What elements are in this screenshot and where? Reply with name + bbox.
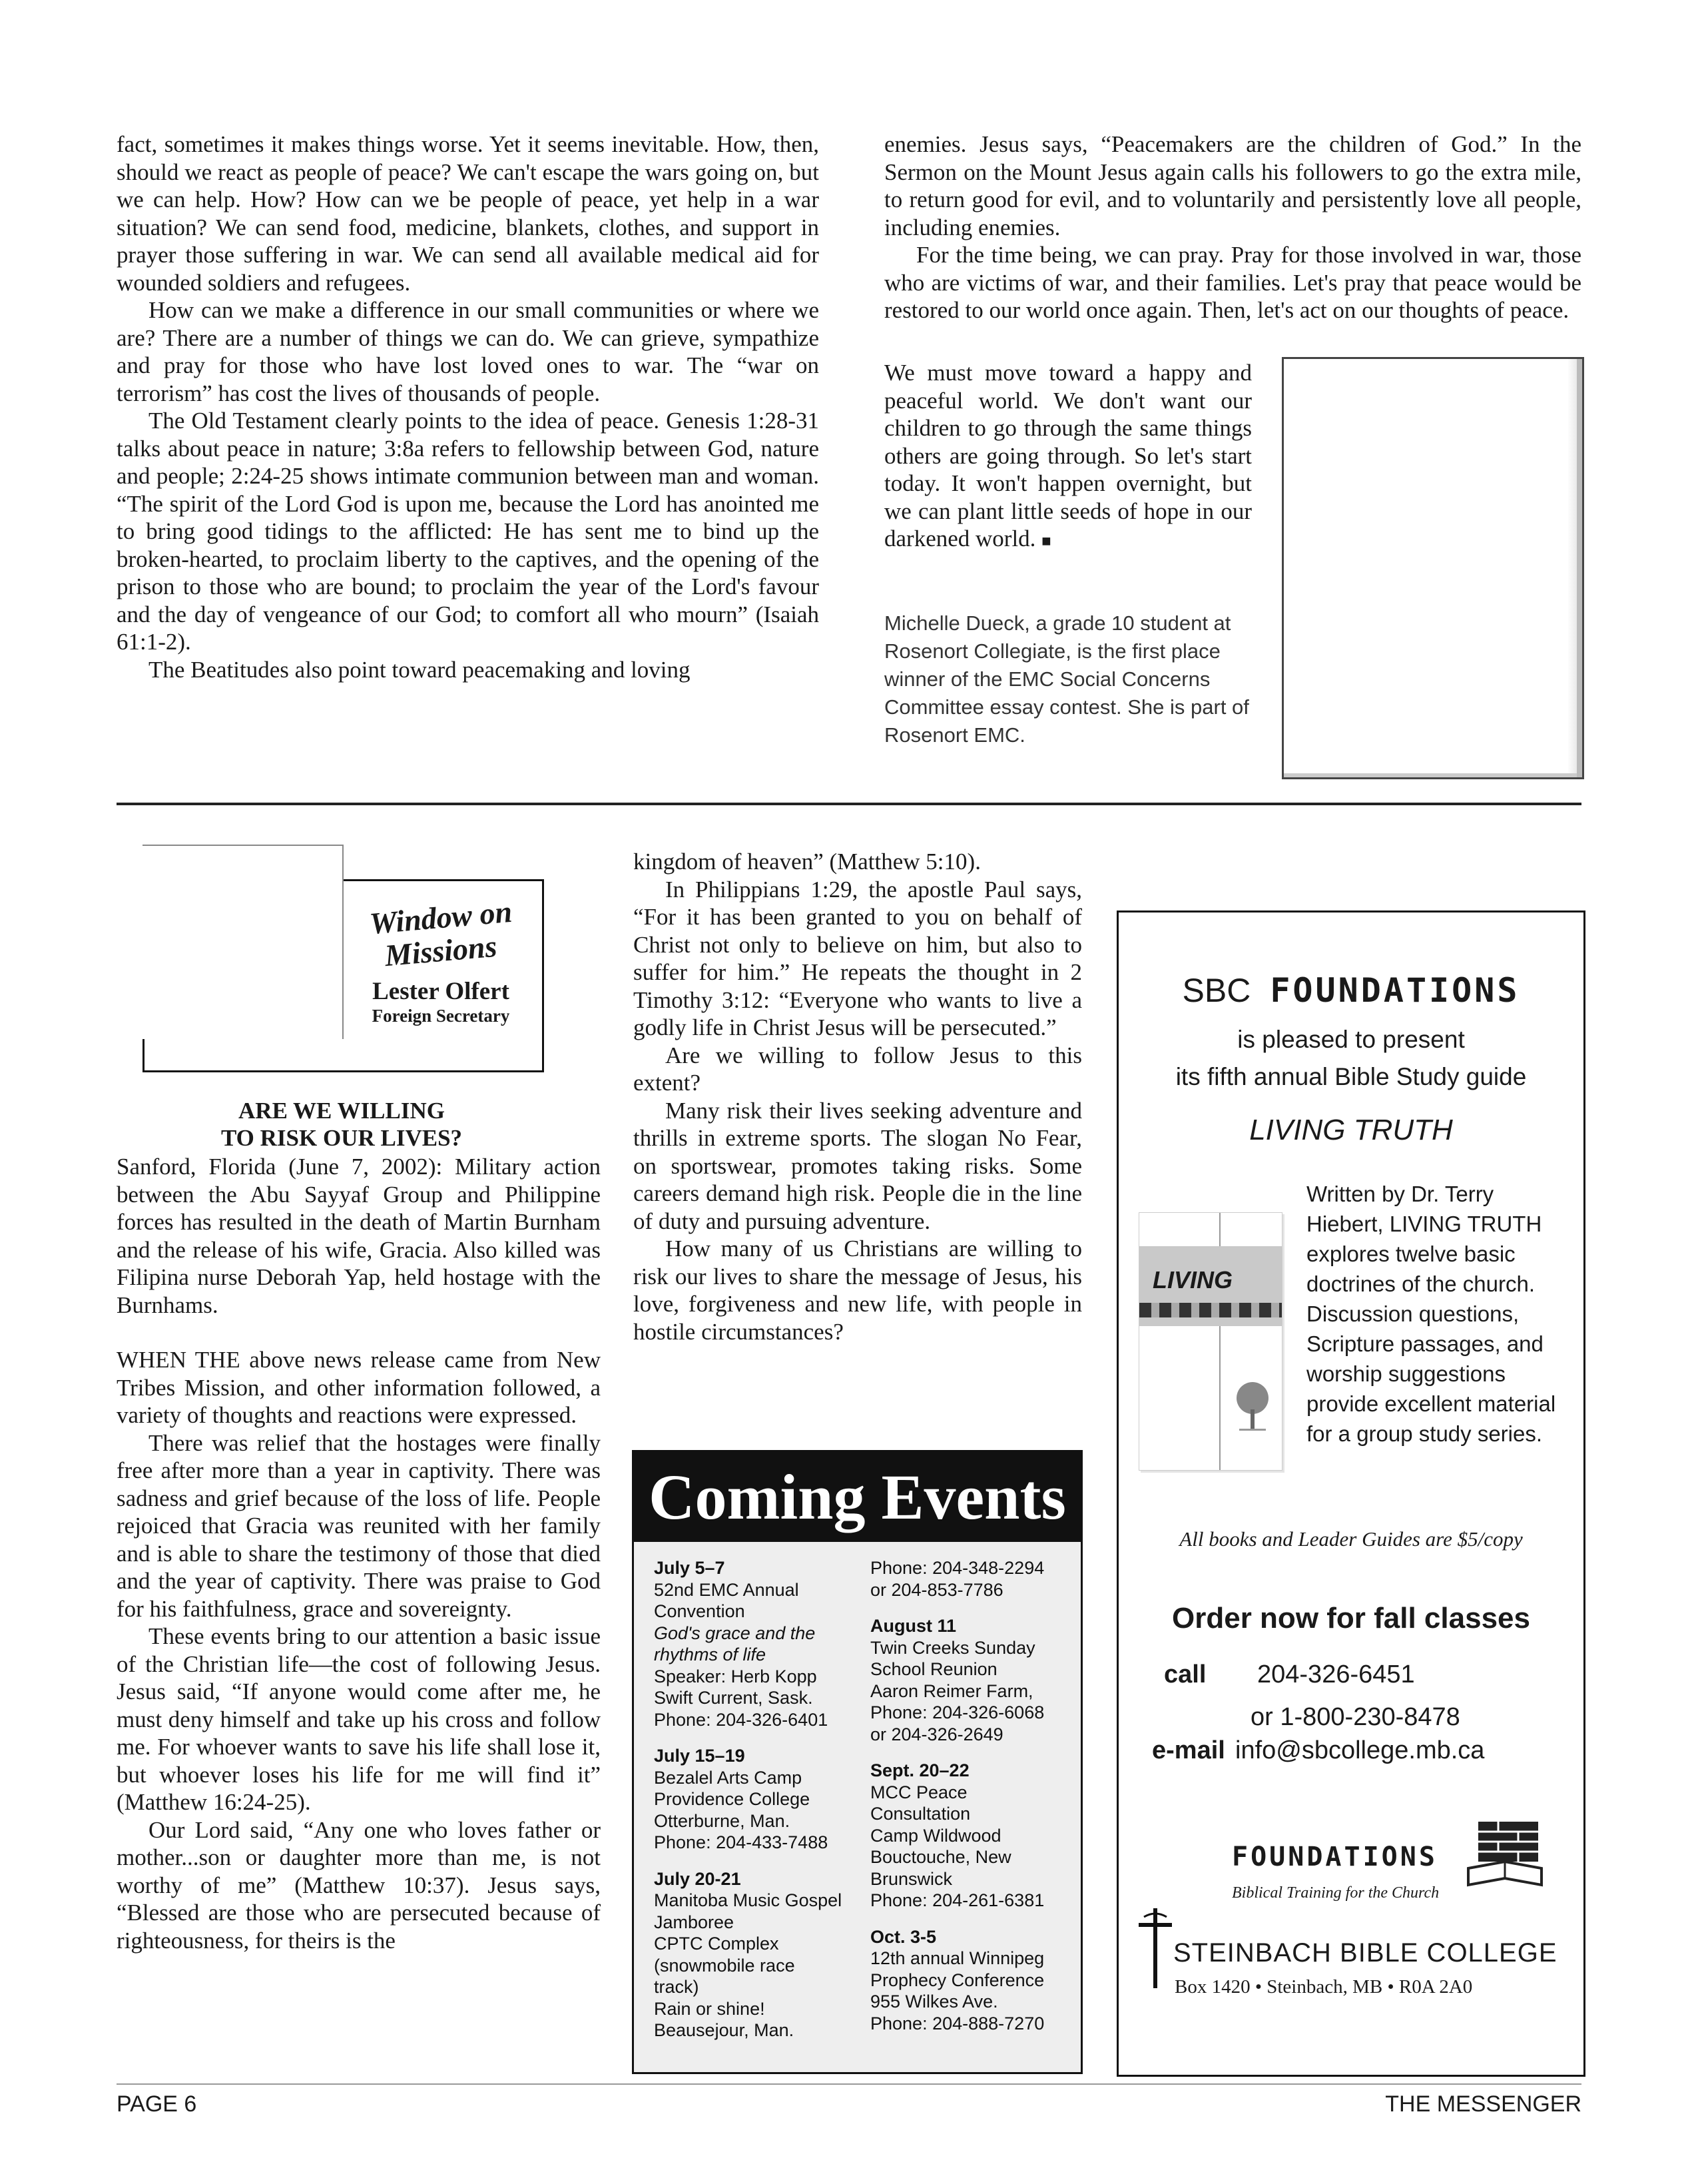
- event-item: [870, 1926, 1073, 2035]
- event-line: Phone: 204-348-2294: [870, 1558, 1045, 1578]
- paragraph: For the time being, we can pray. Pray for those involved in war, those who are victims of war, and their families. Let's pray that peace would be restored to our world once again. Then, let's act on our thoughts of peace.: [884, 242, 1581, 323]
- article-left-column: [117, 131, 819, 683]
- event-line: Phone: 204-326-6401: [654, 1709, 828, 1730]
- ad-book-title: LIVING TRUTH: [1249, 1114, 1453, 1146]
- foundations-logo-wordmark: FOUNDATIONS: [1232, 1842, 1438, 1872]
- events-right-column: [870, 1557, 1073, 2049]
- event-item: [870, 1760, 1073, 1912]
- email-label: e-mail: [1152, 1736, 1225, 1764]
- event-line: Prophecy Conference: [870, 1970, 1045, 1990]
- event-date: August 11: [870, 1616, 957, 1636]
- event-line: Phone: 204-261-6381: [870, 1890, 1045, 1910]
- book-description: Written by Dr. Terry Hiebert, LIVING TRUTH explores twelve basic doctrines of the church. Discussion questions, Scripture passages, and worship suggestions provide excellent material for a group study series.: [1306, 1182, 1556, 1446]
- logo-tagline: Biblical Training for the Church: [1232, 1884, 1440, 1902]
- event-line: Speaker: Herb Kopp: [654, 1666, 817, 1686]
- paragraph: Many risk their lives seeking adventure and thrills in extreme sports. The slogan No Fear, on sportswear, promotes taking risks. Some careers demand high risk. People die in the line of duty and pursuing adventure.: [633, 1097, 1082, 1234]
- bible-logo-icon: [1465, 1818, 1545, 1895]
- event-date: Sept. 20–22: [870, 1760, 970, 1780]
- paragraph: These events bring to our attention a basic issue of the Christian life—the cost of following Jesus. Jesus said, “If anyone would come after me, he must deny himself and take up his cross and follow me. For whoever wants to save his life shall lose it, but whoever loses his life for me will find it” (Matthew 16:24-25).: [117, 1623, 601, 1815]
- event-line: God's grace and the: [654, 1623, 816, 1643]
- book-cover: [1139, 1212, 1282, 1471]
- event-line: Manitoba Music Gospel: [654, 1890, 842, 1910]
- missions-column-1: [117, 1153, 601, 1954]
- section-divider: [117, 803, 1581, 805]
- coming-events-box: [632, 1450, 1083, 2074]
- event-line: (snowmobile race: [654, 1955, 795, 1976]
- missions-title-area: [344, 894, 537, 1026]
- event-line: Camp Wildwood: [870, 1825, 1001, 1846]
- phone-2: or 1-800-230-8478: [1251, 1703, 1460, 1731]
- paragraph: fact, sometimes it makes things worse. Yet it seems inevitable. How, then, should we react as people of peace? We can't escape the wars going on, but we can help. How? How can we be people of peace, yet help in a war situation? We can send food, medicine, blankets, clothes, and support in prayer those suffering in war. We can send all available medical aid for wounded soldiers and refugees.: [117, 131, 819, 296]
- event-line: Bouctouche, New: [870, 1847, 1011, 1867]
- event-line: Swift Current, Sask.: [654, 1688, 813, 1708]
- missions-title-line2: Missions: [383, 928, 499, 973]
- photo-frame: [142, 845, 344, 1039]
- event-line: Phone: 204-888-7270: [870, 2013, 1045, 2033]
- author-photo: [1282, 357, 1584, 779]
- phone-1: 204-326-6451: [1257, 1660, 1415, 1688]
- event-line: Otterburne, Man.: [654, 1810, 790, 1831]
- end-mark: ■: [1041, 533, 1051, 550]
- coming-events-title: Coming Events: [634, 1452, 1081, 1542]
- event-line: 955 Wilkes Ave.: [870, 1992, 998, 2011]
- sbc-label: SBC: [1182, 972, 1251, 1009]
- ad-line2: its fifth annual Bible Study guide: [1175, 1063, 1527, 1090]
- event-line: Convention: [654, 1601, 745, 1621]
- page-number: PAGE 6: [117, 2091, 197, 2117]
- sbc-foundations-ad: [1117, 910, 1585, 2077]
- article-narrow-column: [884, 359, 1252, 556]
- paragraph: WHEN THE above news release came from New Tribes Mission, and other information followed, a variety of thoughts and reactions were expressed.: [117, 1347, 601, 1428]
- footer-rule: [117, 2083, 1581, 2085]
- event-date: July 5–7: [654, 1558, 725, 1578]
- event-item: [654, 1868, 864, 2041]
- call-label: call: [1164, 1660, 1207, 1688]
- college-name: STEINBACH BIBLE COLLEGE: [1173, 1938, 1557, 1968]
- event-item: [654, 1745, 864, 1854]
- paragraph: Sanford, Florida (June 7, 2002): Military action between the Abu Sayyaf Group and Philippine forces has resulted in the death of Martin Burnham and the release of his wife, Gracia. Also killed was Filipina nurse Deborah Yap, held hostage with the Burnhams.: [117, 1154, 601, 1318]
- paragraph: Our Lord said, “Any one who loves father or mother...son or daughter more than me, is not worthy of me” (Matthew 10:37). Jesus says, “Blessed are those who are persecuted because of righteousness, for theirs is the: [117, 1816, 601, 1954]
- email-link[interactable]: info@sbcollege.mb.ca: [1235, 1736, 1485, 1764]
- tree-icon: [1233, 1379, 1272, 1436]
- missions-title-line1: Window on: [368, 894, 513, 941]
- missions-headline: [117, 1097, 567, 1152]
- event-line: Aaron Reimer Farm,: [870, 1680, 1033, 1701]
- missions-column-2: [633, 848, 1082, 1345]
- college-address: Box 1420 • Steinbach, MB • R0A 2A0: [1175, 1976, 1473, 1998]
- ad-header: [1119, 971, 1583, 1010]
- event-line: rhythms of life: [654, 1644, 766, 1664]
- paragraph: There was relief that the hostages were finally free after more than a year in captivity. There was sadness and grief because of the loss of life. People rejoiced that Gracia was reunited with her family and is able to share the testimony of those that died and the year of captivity. There was praise to God for his faithfulness, grace and sovereignty.: [117, 1429, 601, 1622]
- event-item: [870, 1615, 1073, 1745]
- event-line: Beausejour, Man.: [654, 2020, 794, 2040]
- paragraph: We must move toward a happy and peaceful world. We don't want our children to go through the same things others are going through. So let's start today. It won't happen overnight, but we can plant little seeds of hope in our darkened world.: [884, 360, 1252, 551]
- missions-header-box: [142, 879, 544, 1072]
- article-right-column: [884, 131, 1581, 324]
- paragraph: In Philippians 1:29, the apostle Paul says, “For it has been granted to you on behalf of Christ not only to believe on him, but also to suffer for him.” He repeats the thought in 2 Timothy 3:12: “Everyone who wants to live a godly life in Christ Jesus will be persecuted.”: [633, 876, 1082, 1040]
- book-label: LIVING: [1153, 1266, 1233, 1293]
- event-line: Brunswick: [870, 1868, 953, 1889]
- ad-line1: is pleased to present: [1237, 1026, 1465, 1053]
- event-line: Consultation: [870, 1804, 971, 1824]
- order-heading: Order now for fall classes: [1172, 1602, 1530, 1635]
- event-line: Phone: 204-433-7488: [654, 1832, 828, 1852]
- event-line: 52nd EMC Annual: [654, 1579, 799, 1600]
- paragraph: How can we make a difference in our small communities or where we are? There are a number of things we can do. We can grieve, sympathize and pray for those who have lost loved ones to war. The “war on terrorism” has cost the lives of thousands of people.: [117, 297, 819, 406]
- event-line: MCC Peace: [870, 1782, 968, 1802]
- paragraph: The Old Testament clearly points to the idea of peace. Genesis 1:28-31 talks about peace in nature; 3:8a refers to fellowship between God, nature and people; 2:24-25 shows intimate communion between man and woman. “The spirit of the Lord God is upon me, because the Lord has anointed me to bring good tidings to the afflicted: He has sent me to bind up the broken-hearted, to proclaim liberty to the captives, and the opening of the prison to those who are bound; to proclaim the year of the Lord's favour and the day of vengeance of our God; to comfort all who mourn” (Isaiah 61:1-2).: [117, 408, 819, 655]
- event-line: or 204-326-2649: [870, 1724, 1003, 1744]
- paragraph: enemies. Jesus says, “Peacemakers are the children of God.” In the Sermon on the Mount Jesus again calls his followers to go the extra mile, to return good for evil, and to voluntarily and persistently love all people, including enemies.: [884, 131, 1581, 240]
- cross-icon: [1132, 1905, 1179, 1995]
- author-bio: Michelle Dueck, a grade 10 student at Rosenort Collegiate, is the first place winner of the EMC Social Concerns Committee essay contest. She is part of Rosenort EMC.: [884, 611, 1249, 747]
- event-date: July 15–19: [654, 1746, 745, 1766]
- paragraph: kingdom of heaven” (Matthew 5:10).: [633, 849, 981, 875]
- event-line: track): [654, 1977, 699, 1997]
- events-left-column: [654, 1557, 864, 2056]
- event-line: Providence College: [654, 1789, 810, 1809]
- foundations-wordmark: FOUNDATIONS: [1270, 971, 1520, 1010]
- event-line: Jamboree: [654, 1912, 734, 1932]
- event-date: July 20-21: [654, 1868, 741, 1889]
- event-line: Twin Creeks Sunday: [870, 1637, 1035, 1658]
- event-line: 12th annual Winnipeg: [870, 1948, 1045, 1968]
- book-strip: [1139, 1303, 1282, 1317]
- paragraph: How many of us Christians are willing to risk our lives to share the message of Jesus, his love, forgiveness and new life, with people in hostile circumstances?: [633, 1236, 1082, 1345]
- event-item: [654, 1557, 864, 1730]
- publication-name: THE MESSENGER: [1385, 2091, 1581, 2117]
- event-line: School Reunion: [870, 1659, 997, 1679]
- paragraph: The Beatitudes also point toward peacemaking and loving: [148, 656, 691, 683]
- event-date: Oct. 3-5: [870, 1926, 937, 1947]
- missions-author-name: Lester Olfert: [372, 978, 509, 1005]
- event-line: Phone: 204-326-6068: [870, 1702, 1045, 1722]
- event-item: [870, 1557, 1073, 1601]
- headline-line: ARE WE WILLING: [238, 1098, 445, 1124]
- missions-author-role: Foreign Secretary: [372, 1006, 510, 1026]
- event-line: Bezalel Arts Camp: [654, 1767, 802, 1788]
- event-line: CPTC Complex: [654, 1934, 779, 1954]
- paragraph: Are we willing to follow Jesus to this extent?: [633, 1042, 1082, 1096]
- event-line: Rain or shine!: [654, 1998, 765, 2019]
- headline-line: TO RISK OUR LIVES?: [220, 1125, 463, 1151]
- price-note: All books and Leader Guides are $5/copy: [1179, 1527, 1523, 1551]
- event-line: or 204-853-7786: [870, 1579, 1003, 1600]
